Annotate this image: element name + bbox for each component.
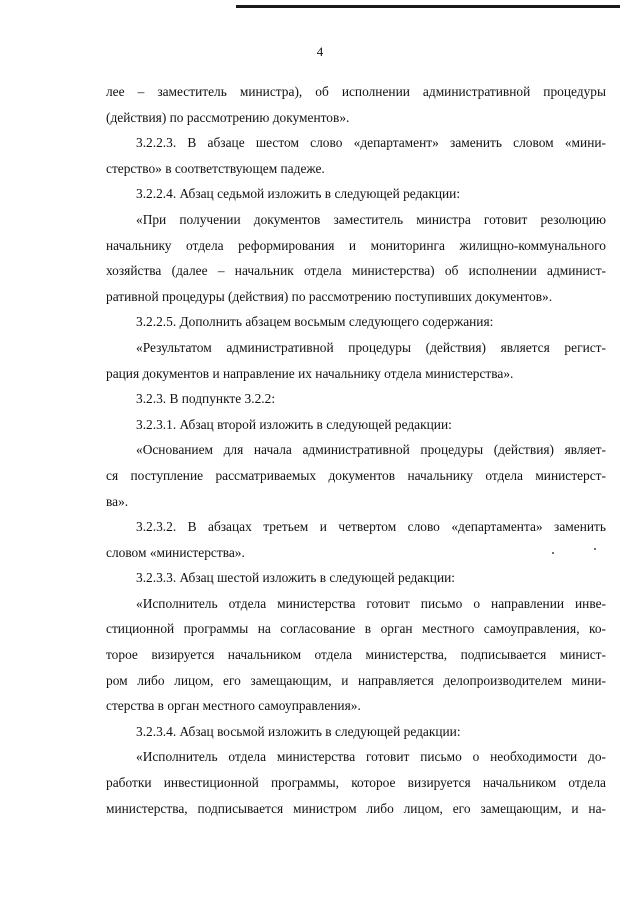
text-line: стиционной программы на согласование в орган местного самоуправления, ко- (106, 621, 606, 637)
text-line: хозяйства (далее – начальник отдела министерства) об исполнении админист- (106, 263, 606, 279)
text-line: словом «министерства». (106, 544, 245, 560)
text-line: 3.2.3. В подпункте 3.2.2: (136, 391, 276, 407)
text-line: 3.2.3.2. В абзацах третьем и четвертом слово «департамента» заменить (136, 519, 606, 535)
text-line: рация документов и направление их начальнику отдела министерства». (106, 365, 514, 381)
text-line: «Основанием для начала административной процедуры (действия) являет- (136, 442, 606, 458)
scan-speck (594, 548, 596, 550)
text-line: 3.2.2.5. Дополнить абзацем восьмым следующего содержания: (136, 314, 494, 330)
text-line: стерство» в соответствующем падеже. (106, 160, 325, 176)
text-line: торое визируется начальником отдела министерства, подписывается минист- (106, 647, 606, 663)
text-line: начальнику отдела реформирования и мониторинга жилищно-коммунального (106, 237, 606, 253)
text-line: ром либо лицом, его замещающим, и направляется делопроизводителем мини- (106, 672, 606, 688)
scan-speck (552, 552, 554, 554)
text-line: «Исполнитель отдела министерства готовит письмо о необходимости до- (136, 749, 606, 765)
text-line: (действия) по рассмотрению документов». (106, 109, 350, 125)
text-line: министерства, подписывается министром либо лицом, его замещающим, и на- (106, 800, 606, 816)
text-line: «Результатом административной процедуры (действия) является регист- (136, 339, 606, 355)
text-line: «Исполнитель отдела министерства готовит письмо о направлении инве- (136, 595, 606, 611)
text-line: 3.2.2.3. В абзаце шестом слово «департамент» заменить словом «мини- (136, 135, 606, 151)
text-line: ративной процедуры (действия) по рассмотрению поступивших документов». (106, 288, 553, 304)
text-line: стерства в орган местного самоуправления». (106, 698, 361, 714)
text-line: ва». (106, 493, 129, 509)
document-body (106, 79, 606, 821)
text-line: 3.2.3.4. Абзац восьмой изложить в следующей редакции: (136, 723, 461, 739)
text-line: работки инвестиционной программы, которое визируется начальником отдела (106, 775, 606, 791)
text-line: 3.2.3.1. Абзац второй изложить в следующей редакции: (136, 416, 452, 432)
text-line: лее – заместитель министра), об исполнении административной процедуры (106, 84, 606, 99)
text-line: 3.2.2.4. Абзац седьмой изложить в следующей редакции: (136, 186, 461, 202)
top-rule (236, 5, 620, 8)
page-number: 4 (316, 44, 324, 59)
text-line: ся поступление рассматриваемых документов начальнику отдела министерст- (106, 467, 606, 483)
text-line: 3.2.3.3. Абзац шестой изложить в следующей редакции: (136, 570, 455, 586)
text-line: «При получении документов заместитель министра готовит резолюцию (136, 211, 606, 227)
